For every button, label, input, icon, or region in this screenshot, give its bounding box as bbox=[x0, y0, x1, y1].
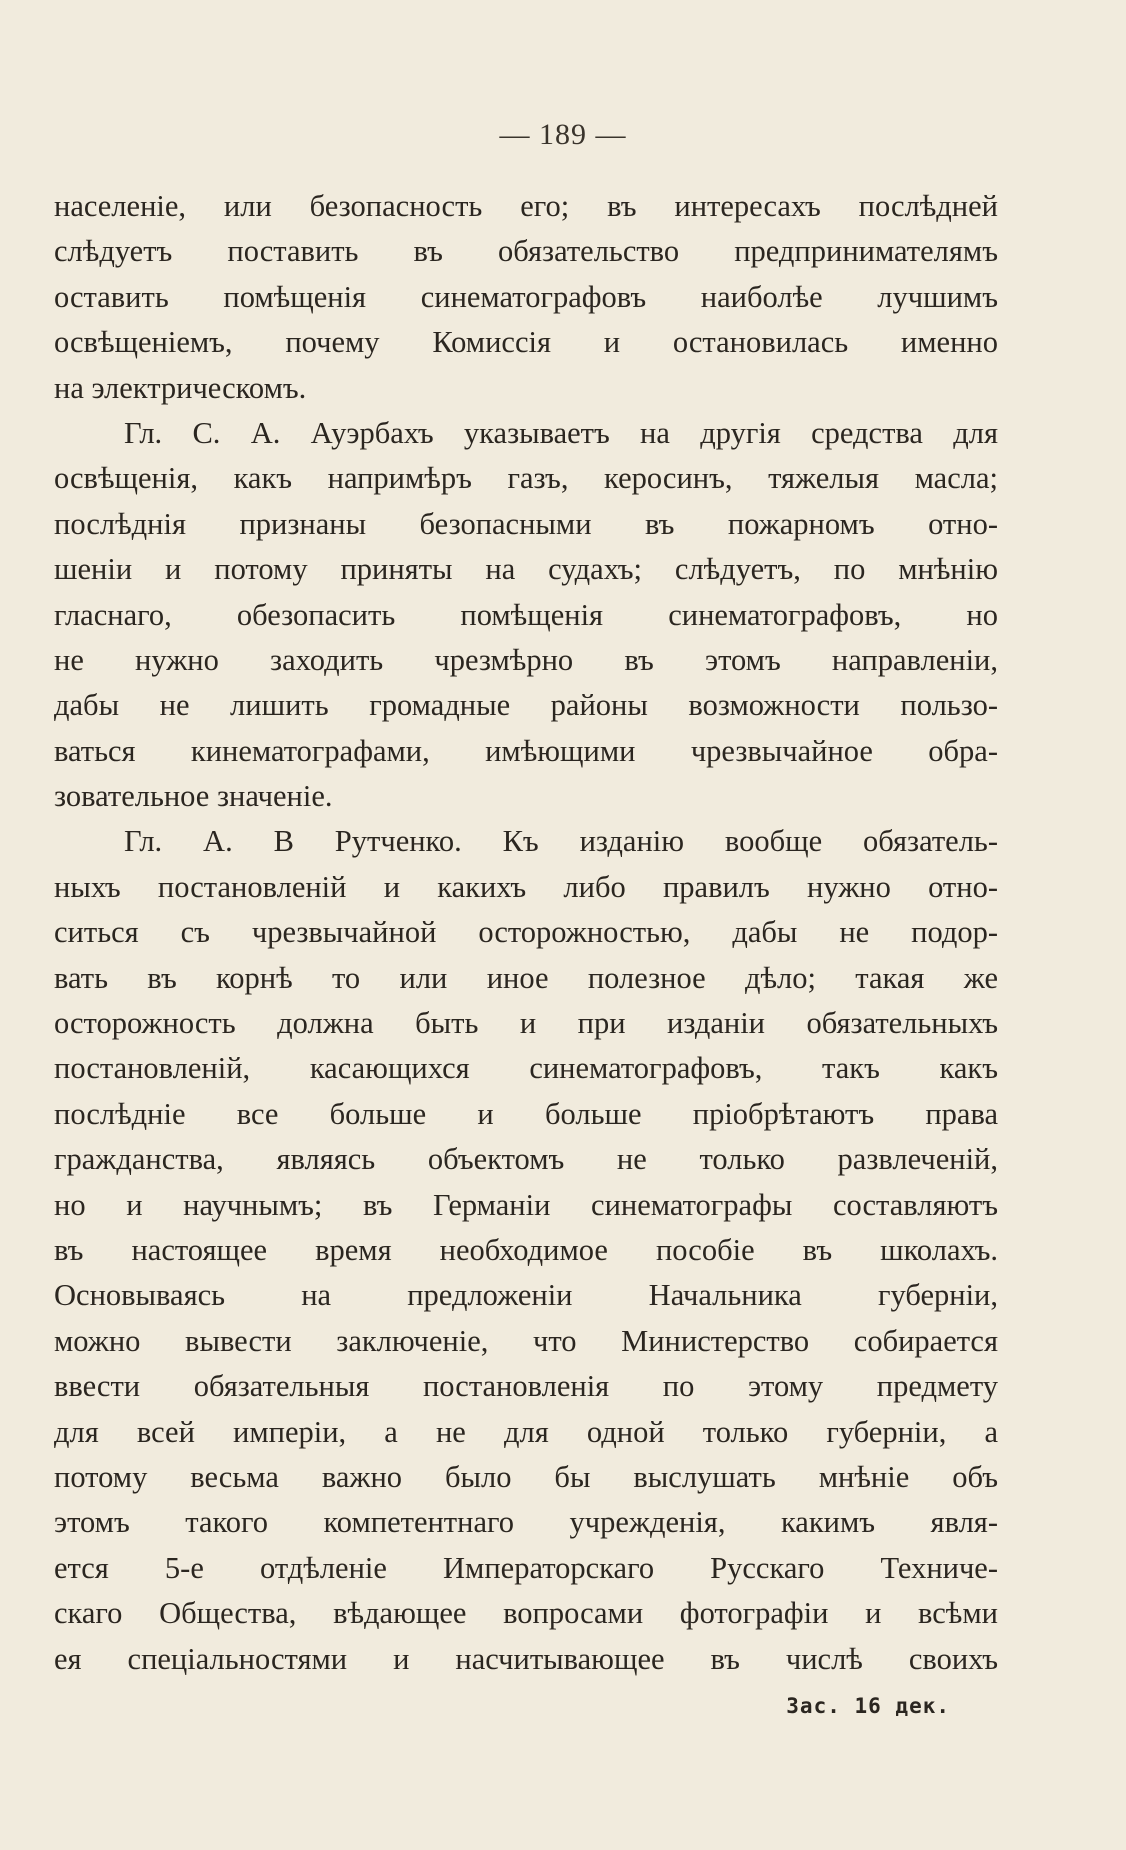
text-line: зовательное значеніе. bbox=[54, 779, 333, 814]
text-line: постановленій, касающихся синематографовъ, такъ какъ bbox=[54, 1051, 998, 1086]
text-line: освѣщенія, какъ напримѣръ газъ, керосинъ, тяжелыя масла; bbox=[54, 461, 998, 496]
text-line: Гл. А. В Рутченко. Къ изданію вообще обязатель- bbox=[124, 824, 998, 859]
text-line: на электрическомъ. bbox=[54, 370, 307, 405]
text-line: шеніи и потому приняты на судахъ; слѣдуетъ, по мнѣнію bbox=[54, 552, 998, 587]
text-line: ваться кинематографами, имѣющими чрезвычайное обра- bbox=[54, 733, 998, 768]
body-text bbox=[54, 184, 998, 1682]
text-line: можно вывести заключеніе, что Министерство собирается bbox=[54, 1323, 998, 1358]
text-line: потому весьма важно было бы выслушать мнѣніе объ bbox=[54, 1459, 998, 1494]
text-line: слѣдуетъ поставить въ обязательство предпринимателямъ bbox=[54, 234, 998, 269]
text-line: послѣднія признаны безопасными въ пожарномъ отно- bbox=[54, 506, 998, 541]
text-line: ется 5-е отдѣленіе Императорскаго Русскаго Техниче- bbox=[54, 1550, 998, 1585]
text-line: послѣдніе все больше и больше пріобрѣтаютъ права bbox=[54, 1096, 998, 1131]
text-line: вать въ корнѣ то или иное полезное дѣло; такая же bbox=[54, 960, 998, 995]
text-line: Гл. С. А. Ауэрбахъ указываетъ на другія средства для bbox=[124, 415, 998, 450]
text-line: гражданства, являясь объектомъ не только развлеченій, bbox=[54, 1142, 998, 1177]
text-line: ввести обязательныя постановленія по этому предмету bbox=[54, 1369, 998, 1404]
text-line: дабы не лишить громадные районы возможности пользо- bbox=[54, 688, 998, 723]
text-line: ныхъ постановленій и какихъ либо правилъ нужно отно- bbox=[54, 869, 998, 904]
text-line: освѣщеніемъ, почему Комиссія и остановилась именно bbox=[54, 325, 998, 360]
text-line: населеніе, или безопасность его; въ интересахъ послѣдней bbox=[54, 189, 998, 223]
text-line: оставить помѣщенія синематографовъ наиболѣе лучшимъ bbox=[54, 279, 998, 314]
text-line: ея спеціальностями и насчитывающее въ числѣ своихъ bbox=[54, 1641, 998, 1676]
text-line: но и научнымъ; въ Германіи синематографы составляютъ bbox=[54, 1187, 998, 1222]
text-line: гласнаго, обезопасить помѣщенія синематографовъ, но bbox=[54, 597, 998, 632]
text-line: этомъ такого компетентнаго учрежденія, какимъ явля- bbox=[54, 1505, 998, 1540]
footer-note: Зас. 16 дек. bbox=[786, 1694, 950, 1718]
text-line: осторожность должна быть и при изданіи обязательныхъ bbox=[54, 1006, 998, 1041]
text-line: ситься съ чрезвычайной осторожностью, дабы не подор- bbox=[54, 915, 998, 950]
page-number: — 189 — bbox=[499, 118, 627, 151]
text-line: въ настоящее время необходимое пособіе въ школахъ. bbox=[54, 1232, 998, 1267]
text-line: для всей имперіи, а не для одной только губерніи, а bbox=[54, 1414, 998, 1449]
text-line: скаго Общества, вѣдающее вопросами фотографіи и всѣми bbox=[54, 1596, 998, 1631]
text-line: не нужно заходить чрезмѣрно въ этомъ направленіи, bbox=[54, 642, 998, 677]
text-line: Основываясь на предложеніи Начальника губерніи, bbox=[54, 1278, 998, 1313]
